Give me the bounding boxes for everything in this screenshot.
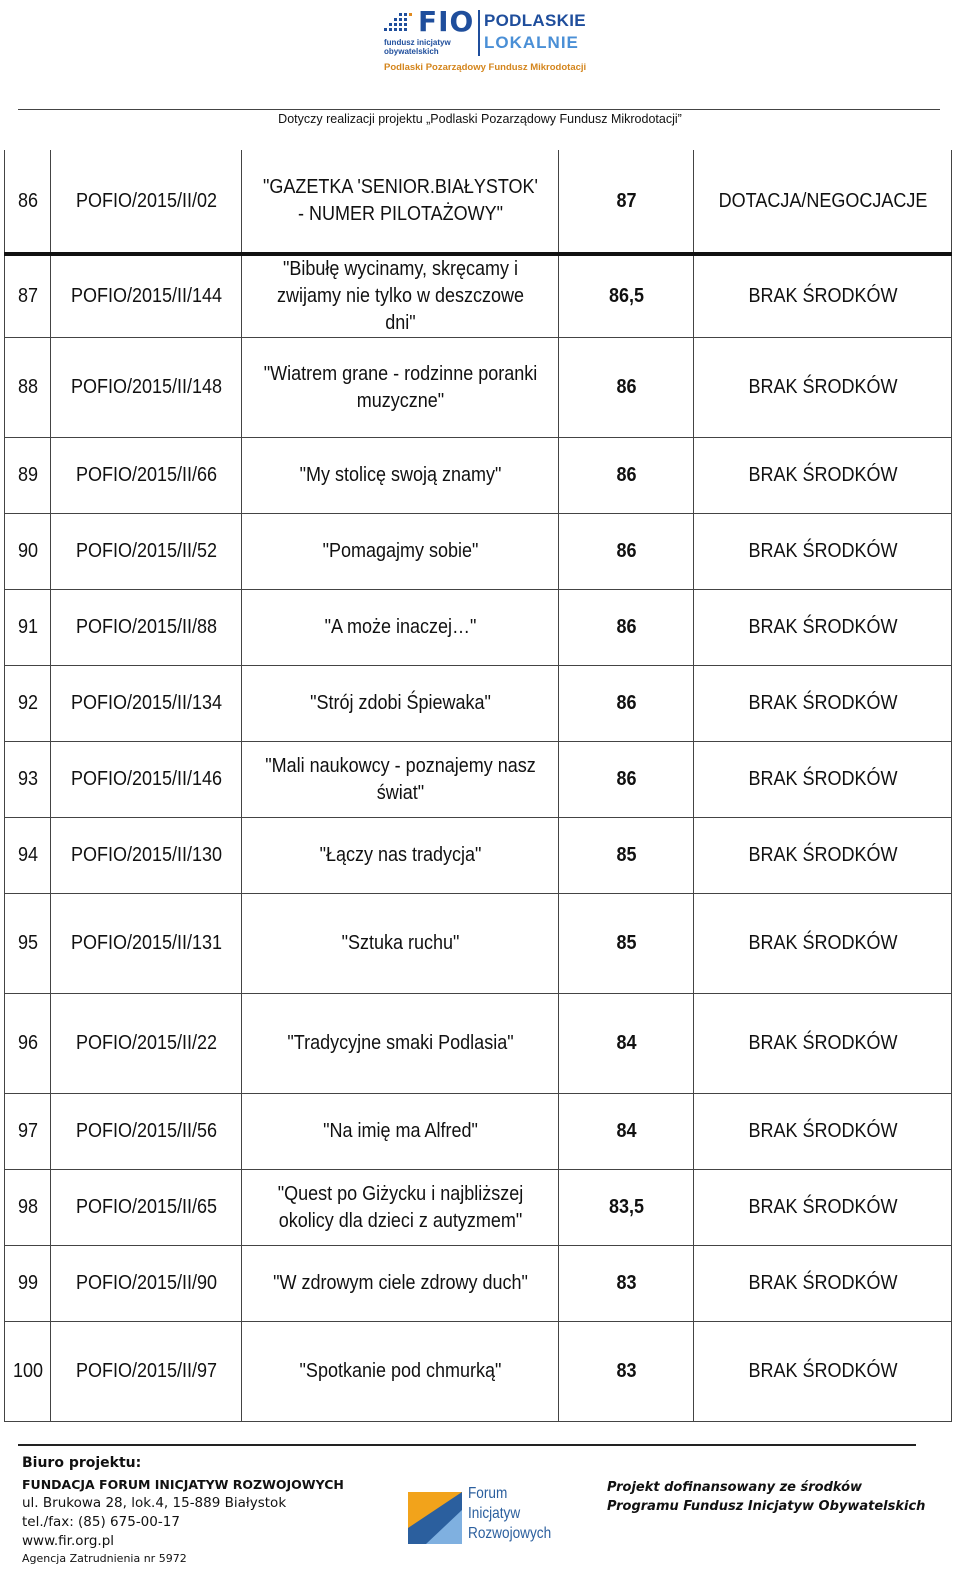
cell-decision: BRAK ŚRODKÓW: [706, 514, 938, 590]
logo-sub-text-1: fundusz inicjatyw: [384, 38, 451, 47]
cell-application-code: POFIO/2015/II/131: [60, 894, 232, 994]
header-divider: [18, 109, 940, 110]
fir-logo-line-1: Forum: [468, 1485, 508, 1502]
office-website[interactable]: www.fir.org.pl: [22, 1533, 115, 1549]
fir-logo: [404, 1484, 554, 1552]
cell-score: 86: [565, 666, 687, 742]
cell-score: 84: [565, 1094, 687, 1170]
table-row: [5, 254, 952, 338]
agency-number: Agencja Zatrudnienia nr 5972: [22, 1552, 187, 1565]
results-table-body: [5, 150, 952, 1422]
cell-number: 94: [7, 818, 48, 894]
cell-application-code: POFIO/2015/II/52: [60, 514, 232, 590]
cell-score: 86: [565, 338, 687, 438]
fir-logo-text: [468, 1484, 551, 1544]
cell-decision: BRAK ŚRODKÓW: [706, 590, 938, 666]
cell-project-title: "GAZETKA 'SENIOR.BIAŁYSTOK' - NUMER PILOTAŻOWY": [257, 150, 542, 254]
footer-divider: [18, 1444, 916, 1446]
cell-number: 99: [7, 1246, 48, 1322]
table-row: [5, 1246, 952, 1322]
cell-decision: BRAK ŚRODKÓW: [706, 338, 938, 438]
cell-project-title: "Tradycyjne smaki Podlasia": [257, 994, 542, 1094]
cell-score: 83,5: [565, 1170, 687, 1246]
fir-logo-line-2: Inicjatyw: [468, 1505, 521, 1522]
cell-score: 87: [565, 150, 687, 254]
cell-decision: BRAK ŚRODKÓW: [706, 1094, 938, 1170]
table-row: [5, 590, 952, 666]
cell-decision: BRAK ŚRODKÓW: [706, 1246, 938, 1322]
cell-score: 83: [565, 1322, 687, 1422]
cell-score: 86: [565, 590, 687, 666]
cell-project-title: "Wiatrem grane - rodzinne poranki muzyczne": [257, 338, 542, 438]
cell-project-title: "Sztuka ruchu": [257, 894, 542, 994]
cell-score: 84: [565, 994, 687, 1094]
logo-divider: [478, 10, 480, 56]
cell-application-code: POFIO/2015/II/90: [60, 1246, 232, 1322]
cell-application-code: POFIO/2015/II/65: [60, 1170, 232, 1246]
cell-score: 85: [565, 894, 687, 994]
cell-application-code: POFIO/2015/II/02: [60, 150, 232, 254]
logo-region-text: PODLASKIE: [484, 11, 586, 30]
cell-decision: BRAK ŚRODKÓW: [706, 742, 938, 818]
cell-decision: BRAK ŚRODKÓW: [706, 254, 938, 338]
funding-note: [607, 1478, 937, 1516]
cell-number: 93: [7, 742, 48, 818]
cell-number: 89: [7, 438, 48, 514]
cell-number: 95: [7, 894, 48, 994]
table-row: [5, 1322, 952, 1422]
table-row: [5, 438, 952, 514]
cell-score: 86,5: [565, 254, 687, 338]
cell-number: 97: [7, 1094, 48, 1170]
cell-application-code: POFIO/2015/II/134: [60, 666, 232, 742]
table-row: [5, 150, 952, 254]
cell-project-title: "Na imię ma Alfred": [257, 1094, 542, 1170]
cell-number: 98: [7, 1170, 48, 1246]
cell-application-code: POFIO/2015/II/22: [60, 994, 232, 1094]
cell-number: 92: [7, 666, 48, 742]
cell-application-code: POFIO/2015/II/130: [60, 818, 232, 894]
page-header: [0, 0, 960, 130]
cell-decision: BRAK ŚRODKÓW: [706, 1170, 938, 1246]
table-row: [5, 1170, 952, 1246]
cell-application-code: POFIO/2015/II/146: [60, 742, 232, 818]
table-row: [5, 338, 952, 438]
office-phone: tel./fax: (85) 675-00-17: [22, 1514, 180, 1530]
funding-line-2: Programu Fundusz Inicjatyw Obywatelskich: [607, 1499, 926, 1514]
logo-sub-text-2: obywatelskich: [384, 47, 439, 56]
cell-application-code: POFIO/2015/II/148: [60, 338, 232, 438]
logo-fio-text: FIO: [418, 5, 475, 38]
cell-project-title: "Łączy nas tradycja": [257, 818, 542, 894]
project-office-info: [22, 1452, 402, 1566]
cell-project-title: "Pomagajmy sobie": [257, 514, 542, 590]
cell-number: 86: [7, 150, 48, 254]
logo-fund-text: Podlaski Pozarządowy Fundusz Mikrodotacji: [384, 62, 587, 73]
cell-project-title: "Bibułę wycinamy, skręcamy i zwijamy nie tylko w deszczowe dni": [257, 254, 542, 338]
cell-decision: BRAK ŚRODKÓW: [706, 1322, 938, 1422]
fir-logo-mark-icon: [404, 1488, 466, 1548]
cell-number: 100: [7, 1322, 48, 1422]
cell-project-title: "Quest po Giżycku i najbliższej okolicy dla dzieci z autyzmem": [257, 1170, 542, 1246]
fio-podlaskie-logo: [384, 5, 587, 78]
cell-decision: BRAK ŚRODKÓW: [706, 438, 938, 514]
cell-project-title: "A może inaczej…": [257, 590, 542, 666]
cell-number: 87: [7, 254, 48, 338]
cell-decision: BRAK ŚRODKÓW: [706, 994, 938, 1094]
table-row: [5, 742, 952, 818]
cell-project-title: "Spotkanie pod chmurką": [257, 1322, 542, 1422]
cell-application-code: POFIO/2015/II/97: [60, 1322, 232, 1422]
cell-application-code: POFIO/2015/II/56: [60, 1094, 232, 1170]
cell-application-code: POFIO/2015/II/88: [60, 590, 232, 666]
table-row: [5, 894, 952, 994]
cell-score: 86: [565, 742, 687, 818]
table-row: [5, 818, 952, 894]
results-table: [4, 150, 952, 1422]
dots-icon: [384, 12, 414, 34]
cell-project-title: "Mali naukowcy - poznajemy nasz świat": [257, 742, 542, 818]
cell-project-title: "Strój zdobi Śpiewaka": [257, 666, 542, 742]
cell-score: 85: [565, 818, 687, 894]
cell-number: 96: [7, 994, 48, 1094]
cell-project-title: "W zdrowym ciele zdrowy duch": [257, 1246, 542, 1322]
cell-score: 86: [565, 514, 687, 590]
cell-application-code: POFIO/2015/II/66: [60, 438, 232, 514]
fir-logo-line-3: Rozwojowych: [468, 1525, 552, 1542]
table-row: [5, 666, 952, 742]
office-label: Biuro projektu:: [22, 1455, 142, 1471]
cell-score: 83: [565, 1246, 687, 1322]
funding-line-1: Projekt dofinansowany ze środków: [607, 1480, 863, 1495]
table-row: [5, 514, 952, 590]
cell-number: 90: [7, 514, 48, 590]
logo-local-text: LOKALNIE: [484, 33, 579, 52]
cell-decision: DOTACJA/NEGOCJACJE: [706, 150, 938, 254]
cell-number: 91: [7, 590, 48, 666]
cell-number: 88: [7, 338, 48, 438]
cell-decision: BRAK ŚRODKÓW: [706, 818, 938, 894]
table-row: [5, 1094, 952, 1170]
cell-decision: BRAK ŚRODKÓW: [706, 894, 938, 994]
organization-name: FUNDACJA FORUM INICJATYW ROZWOJOWYCH: [22, 1477, 344, 1492]
header-caption: Dotyczy realizacji projektu „Podlaski Pozarządowy Fundusz Mikrodotacji”: [278, 112, 682, 126]
cell-score: 86: [565, 438, 687, 514]
cell-decision: BRAK ŚRODKÓW: [706, 666, 938, 742]
cell-project-title: "My stolicę swoją znamy": [257, 438, 542, 514]
office-address: ul. Brukowa 28, lok.4, 15-889 Białystok: [22, 1495, 287, 1511]
cell-application-code: POFIO/2015/II/144: [60, 254, 232, 338]
table-row: [5, 994, 952, 1094]
